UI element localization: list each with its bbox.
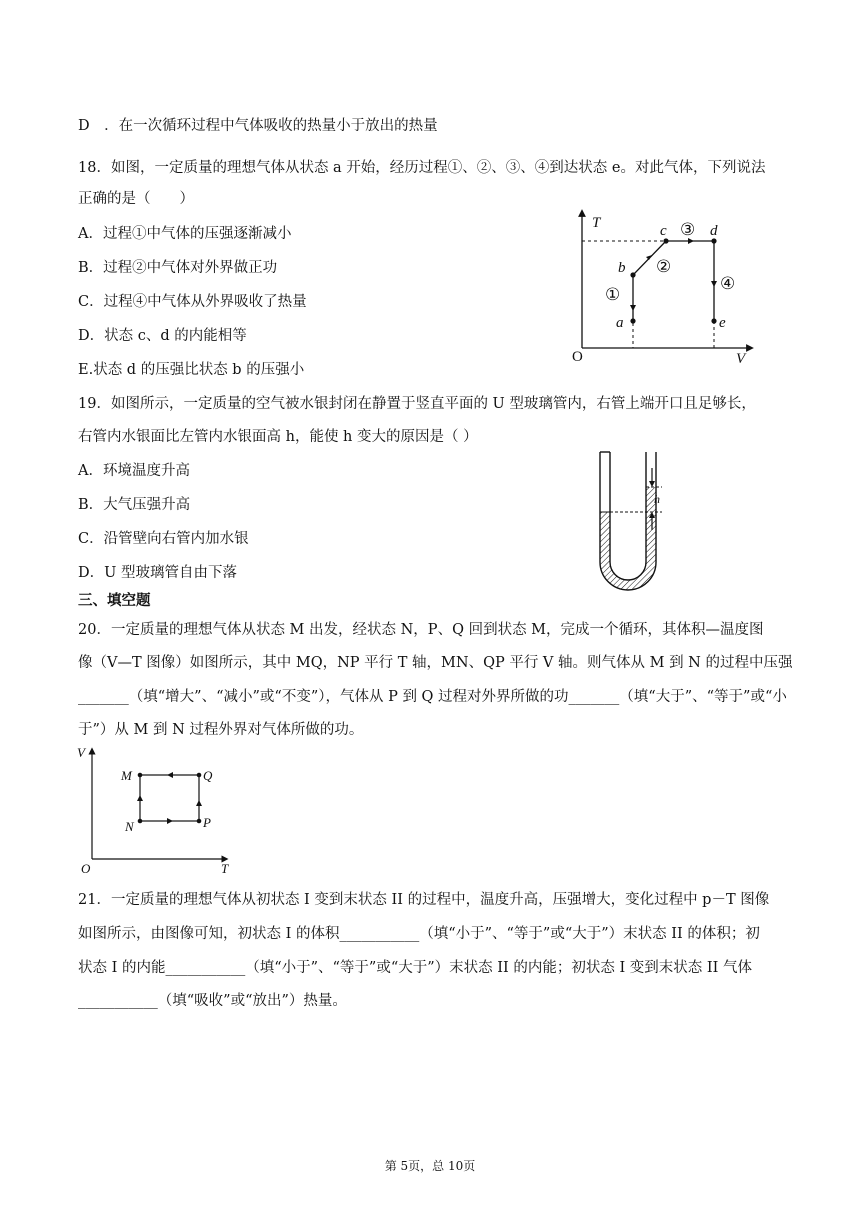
q18-option-e: E.状态 d 的压强比状态 b 的压强小 (78, 362, 305, 378)
figure-20-vt-diagram (75, 745, 235, 880)
question-21-stem: 21．一定质量的理想气体从初状态 I 变到末状态 II 的过程中，温度升高，压强增大，变化过程中 p－T 图像 (78, 892, 770, 908)
process-1-label: ① (605, 285, 621, 305)
question-21-stem-cont: 如图所示，由图像可知，初状态 I 的体积___________（填“小于”、“等于”或“大于”）末状态 II 的体积；初 (78, 926, 760, 942)
label-m: M (121, 768, 132, 783)
question-18-stem-cont: 正确的是（ ） (78, 191, 194, 207)
point-e (711, 318, 716, 323)
q18-option-b: B．过程②中气体对外界做正功 (78, 260, 278, 276)
q19-option-a: A．环境温度升高 (78, 463, 190, 479)
label-p: P (203, 815, 211, 830)
section-heading: 三、填空题 (78, 593, 151, 609)
question-20-blanks: _______（填“增大”、“减小”或“不变”），气体从 P 到 Q 过程对外界所做的功_______（填“大于”、“等于”或“小 (78, 689, 787, 705)
point-b (630, 272, 635, 277)
axis-v-label: V (77, 745, 85, 760)
point-m (138, 773, 143, 778)
origin-label: O (81, 861, 91, 876)
point-n (138, 819, 143, 824)
question-20-stem-cont: 像（V—T 图像）如图所示，其中 MQ，NP 平行 T 轴，MN、QP 平行 V 轴。则气体从 M 到 N 的过程中压强 (78, 655, 793, 671)
question-21-blank-2: 状态 I 的内能___________（填“小于”、“等于”或“大于”）末状态 II 的内能；初状态 I 变到末状态 II 气体 (78, 960, 752, 976)
q18-option-c: C．过程④中气体从外界吸收了热量 (78, 294, 307, 310)
label-q: Q (203, 768, 213, 783)
question-20-stem: 20．一定质量的理想气体从状态 M 出发，经状态 N，P、Q 回到状态 M，完成一个循环，其体积—温度图 (78, 622, 764, 638)
point-a (630, 318, 635, 323)
label-e: e (719, 315, 726, 331)
q19-option-b: B．大气压强升高 (78, 497, 191, 513)
point-d (711, 238, 716, 243)
figure-18-tv-diagram (570, 205, 760, 370)
label-a: a (616, 315, 624, 331)
q18-option-d: D．状态 c、d 的内能相等 (78, 328, 247, 344)
question-20-end: 于”）从 M 到 N 过程外界对气体所做的功。 (78, 722, 364, 738)
h-label: h (654, 492, 660, 506)
label-c: c (660, 223, 667, 239)
label-n: N (125, 819, 134, 834)
process-4-label: ④ (720, 274, 736, 294)
question-19-stem: 19．如图所示，一定质量的空气被水银封闭在静置于竖直平面的 U 型玻璃管内，右管上端开口且足够长， (78, 396, 756, 412)
process-2-label: ② (656, 257, 672, 277)
q19-option-d: D．U 型玻璃管自由下落 (78, 565, 237, 581)
option-d-17: D ．在一次循环过程中气体吸收的热量小于放出的热量 (78, 118, 438, 134)
point-c (663, 238, 668, 243)
figure-19-u-tube (590, 450, 680, 600)
axis-t-label: T (221, 861, 229, 876)
process-3-label: ③ (680, 220, 696, 240)
page-footer: 第 5页，总 10页 (384, 1159, 476, 1173)
question-21-blank-3: ___________（填“吸收”或“放出”）热量。 (78, 993, 347, 1009)
question-18-stem: 18．如图，一定质量的理想气体从状态 a 开始，经历过程①、②、③、④到达状态 e。对此气体，下列说法 (78, 160, 766, 176)
label-b: b (618, 260, 626, 276)
axis-t-label: T (592, 215, 601, 231)
origin-label: O (572, 349, 583, 365)
question-19-stem-cont: 右管内水银面比左管内水银面高 h，能使 h 变大的原因是（ ） (78, 429, 478, 445)
axis-v-label: V (736, 351, 746, 367)
label-d: d (710, 223, 718, 239)
point-p (197, 819, 202, 824)
point-q (197, 773, 202, 778)
q18-option-a: A．过程①中气体的压强逐渐减小 (78, 226, 292, 242)
q19-option-c: C．沿管壁向右管内加水银 (78, 531, 249, 547)
